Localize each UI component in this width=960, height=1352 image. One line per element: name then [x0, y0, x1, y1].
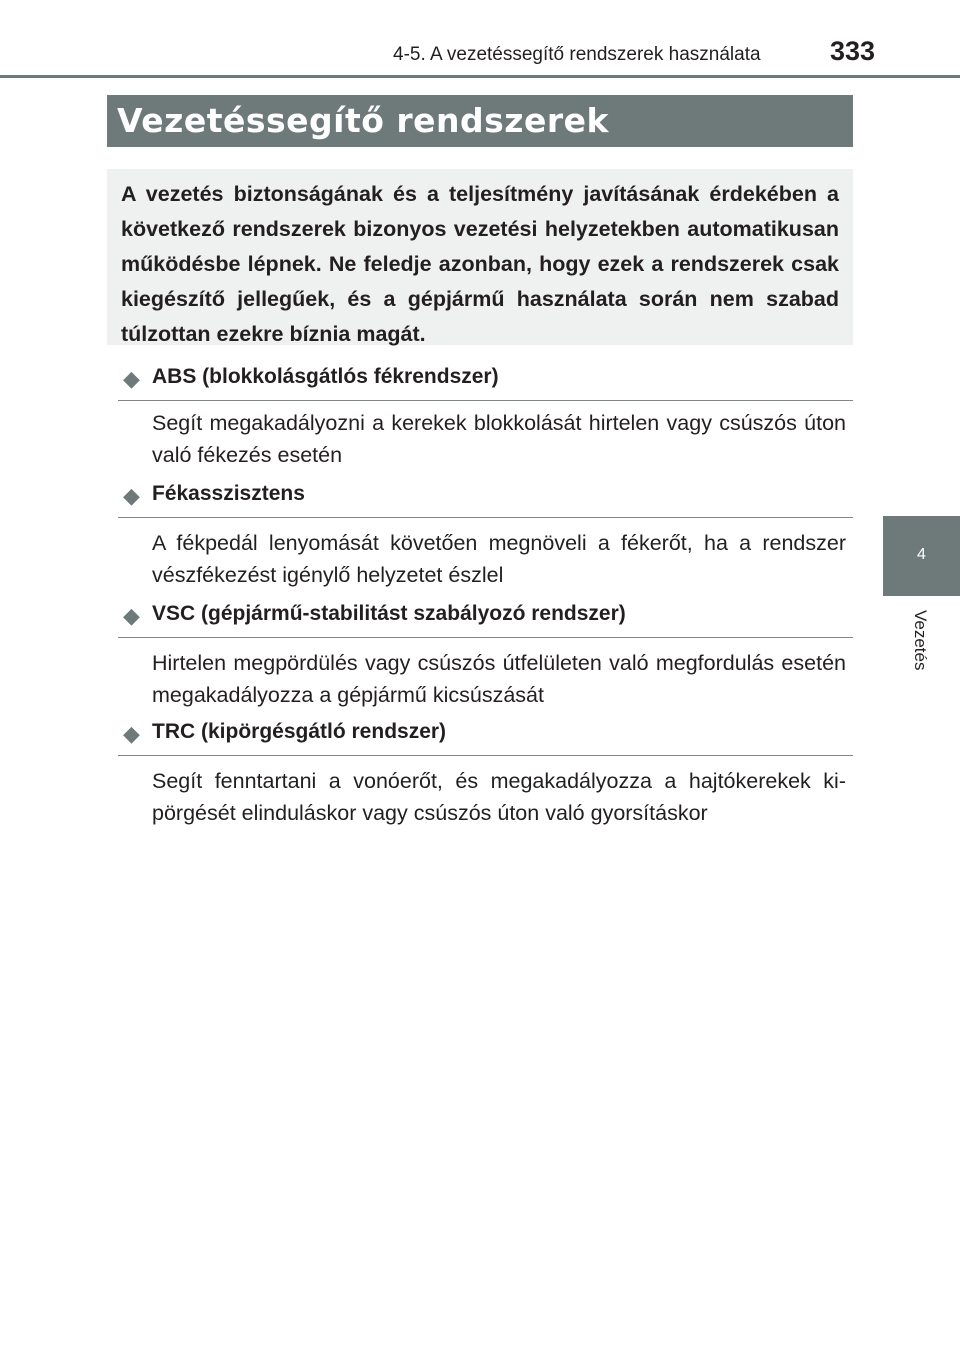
diamond-icon: ◆ — [123, 483, 140, 508]
intro-text: A vezetés biztonságának és a teljesítmény javításának érdekében a következő rendszerek bizonyos vezetési helyzetekben automatikusan működésbe lépnek. Ne feledje azonban, hogy ezek a rendszerek csak kiegészítő jellegűek, és a gépjármű használata során nem szabad túlzottan ezekre bíznia magát. — [121, 182, 839, 346]
feature-heading-text: TRC (kipörgésgátló rendszer) — [152, 720, 447, 743]
feature-heading-text: VSC (gépjármű-stabilitást szabályozó rendszer) — [152, 602, 626, 625]
diamond-icon: ◆ — [123, 603, 140, 628]
feature-heading-abs — [118, 361, 853, 401]
diamond-icon: ◆ — [123, 721, 140, 746]
intro-box — [107, 169, 853, 345]
page-number: 333 — [830, 36, 876, 66]
heading-rule — [118, 517, 853, 518]
feature-description-brake-assist: A fékpedál lenyomását követően megnöveli a fékerőt, ha a rendszer vészfékezést igénylő helyzetet észlel — [152, 531, 846, 587]
chapter-tab — [883, 516, 960, 596]
chapter-number: 4 — [917, 546, 926, 563]
feature-description-vsc: Hirtelen megpördülés vagy csúszós útfelületen való megfordulás esetén megakadályozza a gépjármű kicsúszását — [152, 651, 846, 707]
chapter-name: Vezetés — [911, 610, 930, 671]
feature-heading-brake-assist — [118, 478, 853, 518]
feature-heading-vsc — [118, 598, 853, 638]
page-title: Vezetéssegítő rendszerek — [117, 101, 609, 140]
feature-description-abs: Segít megakadályozni a kerekek blokkolását hirtelen vagy csúszós úton való fékezés esetén — [152, 411, 846, 467]
heading-rule — [118, 400, 853, 401]
feature-heading-text: Fékasszisztens — [152, 482, 305, 505]
section-label: 4-5. A vezetéssegítő rendszerek használata — [393, 44, 761, 65]
feature-description-trc: Segít fenntartani a vonóerőt, és megakadályozza a hajtókerekek kipörgését elinduláskor vagy csúszós úton való gyorsításkor — [152, 769, 846, 825]
diamond-icon: ◆ — [123, 366, 140, 391]
heading-rule — [118, 755, 853, 756]
feature-heading-trc — [118, 716, 853, 756]
heading-rule — [118, 637, 853, 638]
feature-heading-text: ABS (blokkolásgátlós fékrendszer) — [152, 365, 499, 388]
title-bar — [107, 95, 853, 147]
header-rule — [0, 75, 960, 78]
